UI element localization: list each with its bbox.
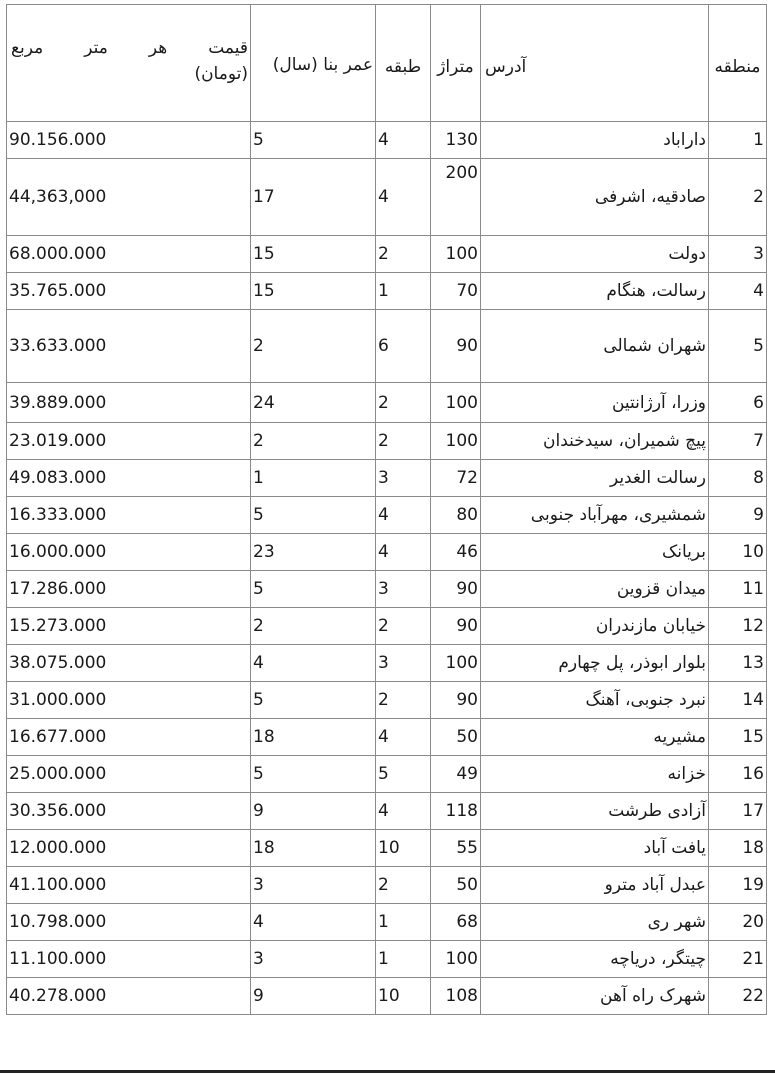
cell-region: 10 — [709, 534, 767, 571]
cell-price: 16.000.000 — [7, 534, 251, 571]
cell-region: 8 — [709, 460, 767, 497]
cell-area: 130 — [431, 122, 481, 159]
cell-area: 68 — [431, 904, 481, 941]
table-row — [7, 236, 767, 273]
cell-area: 90 — [431, 608, 481, 645]
cell-age: 18 — [251, 830, 376, 867]
cell-region: 6 — [709, 383, 767, 423]
cell-floor: 1 — [376, 273, 431, 310]
cell-price: 33.633.000 — [7, 310, 251, 383]
cell-area: 108 — [431, 978, 481, 1015]
cell-address: وزرا، آرژانتین — [481, 383, 709, 423]
table-row — [7, 423, 767, 460]
table-row — [7, 159, 767, 236]
cell-region: 2 — [709, 159, 767, 236]
cell-region: 16 — [709, 756, 767, 793]
table-row — [7, 830, 767, 867]
cell-price: 12.000.000 — [7, 830, 251, 867]
cell-area: 200 — [431, 159, 481, 236]
cell-price: 11.100.000 — [7, 941, 251, 978]
cell-address: آزادی طرشت — [481, 793, 709, 830]
cell-address: میدان قزوین — [481, 571, 709, 608]
cell-area: 100 — [431, 383, 481, 423]
cell-area: 80 — [431, 497, 481, 534]
cell-age: 2 — [251, 608, 376, 645]
cell-area: 72 — [431, 460, 481, 497]
table-row — [7, 497, 767, 534]
cell-region: 13 — [709, 645, 767, 682]
cell-price: 68.000.000 — [7, 236, 251, 273]
table-row — [7, 941, 767, 978]
cell-area: 55 — [431, 830, 481, 867]
table-row — [7, 904, 767, 941]
cell-price: 15.273.000 — [7, 608, 251, 645]
cell-address: خیابان مازندران — [481, 608, 709, 645]
cell-area: 49 — [431, 756, 481, 793]
cell-floor: 1 — [376, 904, 431, 941]
cell-address: مشیریه — [481, 719, 709, 756]
cell-age: 5 — [251, 756, 376, 793]
table-row — [7, 645, 767, 682]
cell-age: 23 — [251, 534, 376, 571]
cell-area: 100 — [431, 645, 481, 682]
cell-region: 12 — [709, 608, 767, 645]
cell-address: شهر ری — [481, 904, 709, 941]
cell-area: 70 — [431, 273, 481, 310]
cell-floor: 2 — [376, 423, 431, 460]
cell-area: 100 — [431, 423, 481, 460]
cell-age: 9 — [251, 793, 376, 830]
cell-price: 49.083.000 — [7, 460, 251, 497]
cell-region: 4 — [709, 273, 767, 310]
cell-address: صادقیه، اشرفی — [481, 159, 709, 236]
cell-age: 3 — [251, 867, 376, 904]
header-row — [7, 5, 767, 122]
cell-area: 90 — [431, 310, 481, 383]
cell-area: 90 — [431, 682, 481, 719]
table-row — [7, 534, 767, 571]
cell-region: 20 — [709, 904, 767, 941]
cell-price: 90.156.000 — [7, 122, 251, 159]
cell-address: یافت آباد — [481, 830, 709, 867]
header-price — [7, 5, 251, 122]
cell-floor: 1 — [376, 941, 431, 978]
cell-age: 2 — [251, 310, 376, 383]
header-area: متراژ — [431, 5, 481, 122]
cell-address: خزانه — [481, 756, 709, 793]
price-table — [6, 4, 767, 1015]
cell-region: 21 — [709, 941, 767, 978]
cell-age: 1 — [251, 460, 376, 497]
cell-age: 15 — [251, 273, 376, 310]
cell-address: بریانک — [481, 534, 709, 571]
cell-floor: 3 — [376, 460, 431, 497]
cell-address: شهرک راه آهن — [481, 978, 709, 1015]
header-age: عمر بنا (سال) — [251, 5, 376, 122]
table-row — [7, 310, 767, 383]
cell-floor: 4 — [376, 159, 431, 236]
cell-age: 15 — [251, 236, 376, 273]
cell-address: نبرد جنوبی، آهنگ — [481, 682, 709, 719]
header-address: آدرس — [481, 5, 709, 122]
cell-age: 2 — [251, 423, 376, 460]
cell-age: 5 — [251, 571, 376, 608]
table-row — [7, 793, 767, 830]
table-row — [7, 273, 767, 310]
cell-address: شمشیری، مهرآباد جنوبی — [481, 497, 709, 534]
cell-price: 41.100.000 — [7, 867, 251, 904]
cell-area: 100 — [431, 941, 481, 978]
bottom-border — [0, 1070, 775, 1073]
cell-region: 11 — [709, 571, 767, 608]
cell-address: شهران شمالی — [481, 310, 709, 383]
header-region: منطقه — [709, 5, 767, 122]
cell-floor: 10 — [376, 830, 431, 867]
cell-price: 31.000.000 — [7, 682, 251, 719]
cell-floor: 2 — [376, 608, 431, 645]
cell-age: 5 — [251, 682, 376, 719]
cell-age: 3 — [251, 941, 376, 978]
cell-floor: 4 — [376, 497, 431, 534]
cell-age: 9 — [251, 978, 376, 1015]
cell-area: 46 — [431, 534, 481, 571]
table-row — [7, 867, 767, 904]
cell-area: 118 — [431, 793, 481, 830]
table-row — [7, 978, 767, 1015]
cell-floor: 3 — [376, 571, 431, 608]
cell-address: بلوار ابوذر، پل چهارم — [481, 645, 709, 682]
cell-region: 19 — [709, 867, 767, 904]
header-floor: طبقه — [376, 5, 431, 122]
table-row — [7, 460, 767, 497]
cell-address: عبدل آباد مترو — [481, 867, 709, 904]
cell-region: 5 — [709, 310, 767, 383]
cell-floor: 4 — [376, 719, 431, 756]
table-row — [7, 719, 767, 756]
cell-region: 17 — [709, 793, 767, 830]
cell-area: 50 — [431, 719, 481, 756]
cell-floor: 5 — [376, 756, 431, 793]
cell-price: 17.286.000 — [7, 571, 251, 608]
cell-price: 38.075.000 — [7, 645, 251, 682]
table-row — [7, 608, 767, 645]
cell-price: 25.000.000 — [7, 756, 251, 793]
cell-floor: 2 — [376, 682, 431, 719]
cell-region: 1 — [709, 122, 767, 159]
table-row — [7, 383, 767, 423]
header-price-unit: (تومان) — [194, 64, 248, 85]
cell-area: 100 — [431, 236, 481, 273]
cell-price: 16.333.000 — [7, 497, 251, 534]
cell-address: رسالت الغدیر — [481, 460, 709, 497]
cell-region: 3 — [709, 236, 767, 273]
cell-address: چیتگر، دریاچه — [481, 941, 709, 978]
cell-age: 4 — [251, 645, 376, 682]
cell-region: 7 — [709, 423, 767, 460]
cell-area: 50 — [431, 867, 481, 904]
cell-region: 18 — [709, 830, 767, 867]
cell-region: 9 — [709, 497, 767, 534]
cell-floor: 4 — [376, 793, 431, 830]
cell-price: 44,363,000 — [7, 159, 251, 236]
cell-floor: 4 — [376, 122, 431, 159]
cell-age: 24 — [251, 383, 376, 423]
table-row — [7, 122, 767, 159]
cell-region: 15 — [709, 719, 767, 756]
cell-area: 90 — [431, 571, 481, 608]
cell-age: 4 — [251, 904, 376, 941]
cell-price: 23.019.000 — [7, 423, 251, 460]
table-row — [7, 682, 767, 719]
cell-price: 30.356.000 — [7, 793, 251, 830]
cell-price: 35.765.000 — [7, 273, 251, 310]
cell-address: دولت — [481, 236, 709, 273]
table-row — [7, 571, 767, 608]
cell-address: پیچ شمیران، سیدخندان — [481, 423, 709, 460]
cell-floor: 2 — [376, 867, 431, 904]
cell-price: 16.677.000 — [7, 719, 251, 756]
cell-floor: 10 — [376, 978, 431, 1015]
cell-age: 5 — [251, 122, 376, 159]
cell-age: 5 — [251, 497, 376, 534]
cell-region: 14 — [709, 682, 767, 719]
cell-price: 40.278.000 — [7, 978, 251, 1015]
cell-floor: 2 — [376, 236, 431, 273]
cell-floor: 2 — [376, 383, 431, 423]
header-price-label: قیمت هر متر مربع — [11, 38, 248, 58]
cell-floor: 4 — [376, 534, 431, 571]
table-row — [7, 756, 767, 793]
cell-age: 17 — [251, 159, 376, 236]
cell-age: 18 — [251, 719, 376, 756]
cell-price: 39.889.000 — [7, 383, 251, 423]
cell-address: داراباد — [481, 122, 709, 159]
cell-floor: 6 — [376, 310, 431, 383]
cell-address: رسالت، هنگام — [481, 273, 709, 310]
cell-floor: 3 — [376, 645, 431, 682]
cell-region: 22 — [709, 978, 767, 1015]
cell-price: 10.798.000 — [7, 904, 251, 941]
